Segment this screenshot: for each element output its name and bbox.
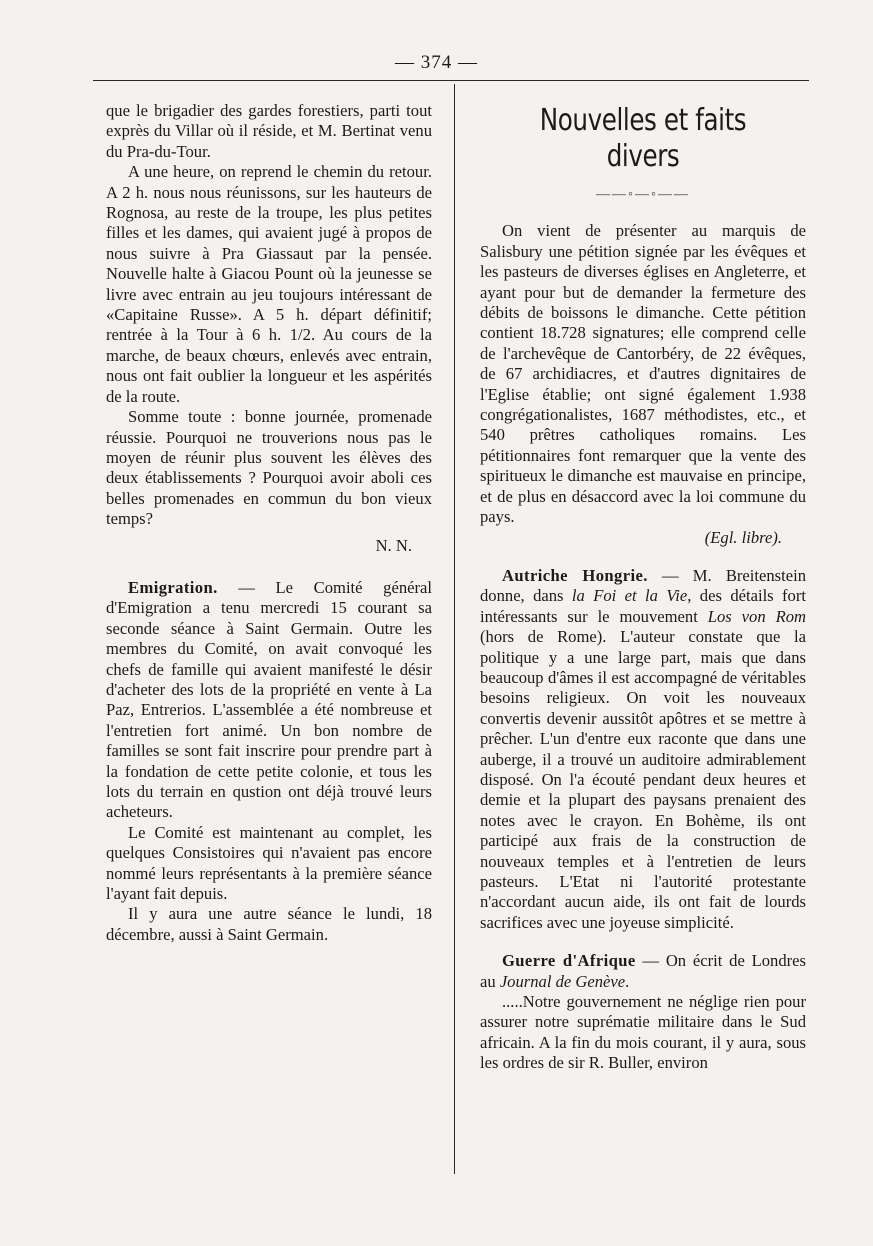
right-column (480, 101, 806, 1074)
paragraph: A une heure, on reprend le chemin du retour. A 2 h. nous nous réunissons, sur les hauteurs de Rognosa, au reste de la troupe, les plus petites filles et les dames, qui avaient jugé à propos de nous suivre à Pra Giassaut par la pensée. Nouvelle halte à Giacou Pount où la jeunesse se livre avec entrain au jeu toujours intéressant de «Capitaine Russe». A 5 h. départ définitif; rentrée à la Tour à 6 h. 1/2. Au cours de la marche, de beaux chœurs, enlevés avec entrain, nous ont fait oublier la longueur et les aspérités de la route. (106, 162, 432, 406)
emigration-paragraph (106, 578, 432, 823)
text-run: . (625, 971, 630, 991)
paragraph: On vient de présenter au marquis de Salisbury une pétition signée par les évêques et les pasteurs de diverses églises en Angleterre, et ayant pour but de demander la fermeture des débits de boissons le dimanche. Cette pétition contient 18.728 signatures; elle comprend celle de l'archevêque de Cantorbéry, de 22 évêques, de 67 archidiacres, et d'autres dignitaires de l'Eglise établie; ont signé également 1.938 congrégationalistes, 1687 méthodistes, etc., et 540 prêtres catholiques romains. Les pétitionnaires font remarquer que la vente des spiritueux le dimanche est mauvaise en principe, et de plus en désaccord avec la loi commune du pays. (480, 221, 806, 527)
text-run: , des détails fort intéressants sur le mouvement (480, 586, 806, 626)
emigration-heading: Emigration. (128, 577, 218, 597)
header-rule (93, 80, 809, 81)
emigration-text: — Le Comité général d'Emigration a tenu mercredi 15 courant sa seconde séance à Saint Germain. Outre les membres du Comité, on avait convoqué les chefs de famille qui avaient manifesté le désir d'acheter des lots de la propriété en vente à La Paz, Entrerios. L'assemblée a été nombreuse et l'entretien fort animé. Un bon nombre de familles se sont fait inscrire pour prendre part à la fondation de cette petite colonie, et tous les lots du terrain en qustion ont déjà trouvé leurs acheteurs. (106, 577, 432, 822)
page-number: — 374 — (395, 52, 478, 73)
signature: N. N. (375, 535, 412, 555)
paragraph: Il y aura une autre séance le lundi, 18 décembre, aussi à Saint Germain. (106, 904, 432, 944)
paragraph: Le Comité est maintenant au complet, les quelques Consistoires qui n'avaient pas encore nommé leurs représentants à la première séance l'ayant fait depuis. (106, 822, 432, 904)
paragraph: Somme toute : bonne journée, promenade réussie. Pourquoi ne trouverions nous pas le moyen de réunir plus souvent les élèves des deux établissements ? Pourquoi avoir aboli ces belles promenades en commun du bon vieux temps? (106, 407, 432, 529)
text-run: — M. Breitenstein donne, dans (480, 565, 807, 606)
text-run: (hors de Rome). L'auteur constate que la politique y a une large part, mais que dans beaucoup d'âmes il est accompagné de véritables besoins religieux. On voit les nouveaux convertis devenir aussitôt apôtres et se mettre à prêcher. L'un d'entre eux raconte que dans une auberge, il a trouvé un auditoire admirablement disposé. On l'a écouté pendant deux heures et demie et la plupart des paysans prenaient des notes avec le crayon. En Bohème, ils ont participé aux frais de la construction de nouveaux temples et à l'entretien de leurs pasteurs. L'Etat ni l'autorité protestante n'accordant aucun aide, ils ont fait de lourds sacrifices avec une joyeuse simplicité. (480, 627, 806, 932)
movement-name: Los von Rom (707, 606, 806, 626)
guerre-paragraph (480, 951, 806, 992)
ornament-divider: ——◦—◦—— (596, 187, 690, 202)
journal-title: la Foi et la Vie (571, 586, 688, 606)
paragraph: que le brigadier des gardes forestiers, parti tout exprès du Villar où il réside, et M. Bertinat venu du Pra-du-Tour. (106, 101, 432, 161)
section-title: Nouvelles et faits divers (539, 103, 747, 174)
paragraph: .....Notre gouvernement ne néglige rien pour assurer notre suprématie militaire dans le Sud africain. A la fin du mois courant, il y aura, sous les ordres de sir R. Buller, environ (480, 992, 806, 1073)
guerre-heading: Guerre d'Afrique (502, 951, 636, 971)
left-column (106, 101, 432, 945)
source-citation: (Egl. libre). (704, 527, 782, 547)
text-run: — On écrit de Londres au (480, 951, 806, 991)
column-divider (454, 84, 455, 1174)
journal-title: Journal de Genève (499, 971, 626, 991)
autriche-paragraph (480, 566, 806, 933)
autriche-heading: Autriche Hongrie. (502, 565, 648, 585)
